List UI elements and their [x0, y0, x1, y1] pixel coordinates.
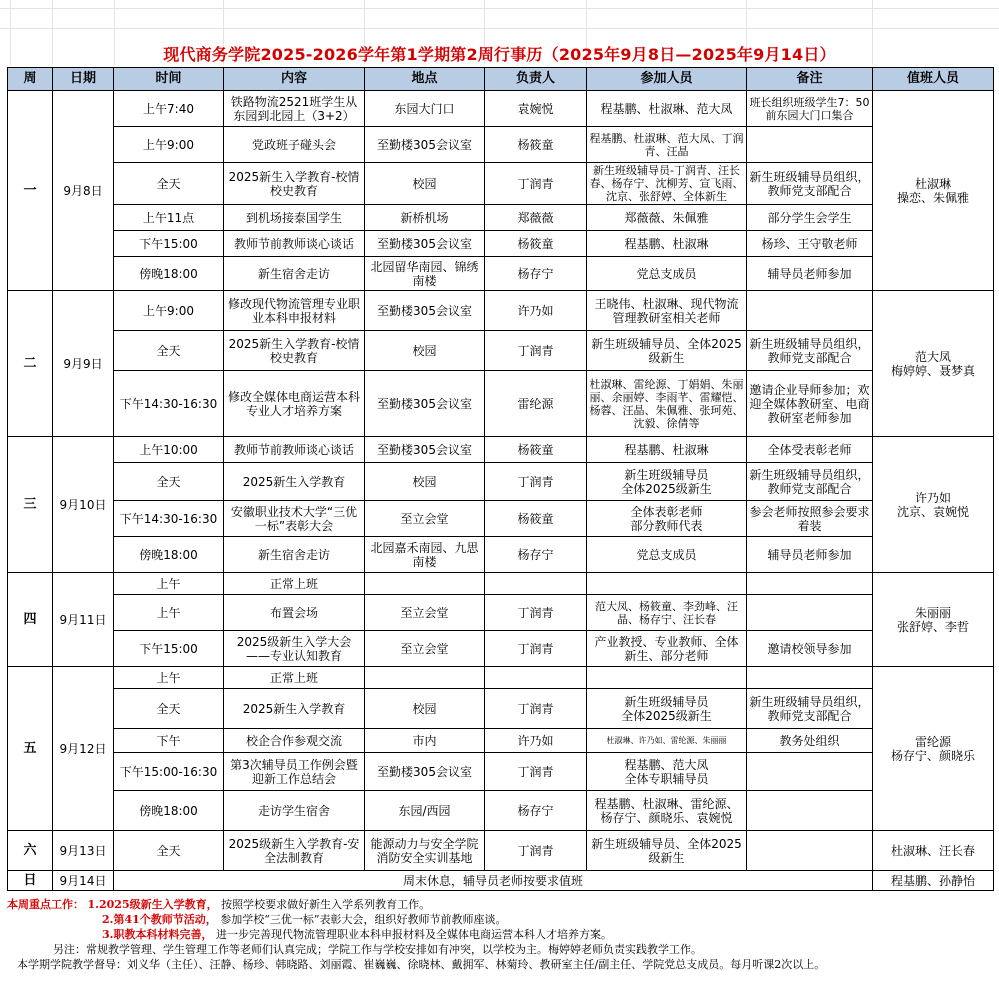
location-cell: 至勤楼305会议室 [365, 753, 485, 791]
key-work-line-1 [7, 897, 993, 912]
notes-cell: 班长组织班级学生7：50前东园大门口集合 [747, 91, 873, 127]
table-row [8, 729, 994, 753]
owner-cell [485, 667, 587, 689]
header-cell: 日期 [53, 68, 114, 91]
time-cell: 全天 [114, 463, 224, 501]
owner-cell: 丁润青 [485, 689, 587, 729]
key-work-line-2 [7, 912, 993, 927]
owner-cell: 丁润青 [485, 831, 587, 871]
location-cell [365, 667, 485, 689]
participants-cell: 新生班级辅导员-丁润青、汪长春、杨存宁、沈柳芳、宣飞雨、沈京、张舒婷、全体新生 [587, 163, 747, 205]
table-row [8, 331, 994, 371]
participants-cell: 程基鹏、杜淑琳、范大凤 [587, 91, 747, 127]
participants-cell: 郑薇薇、朱佩雅 [587, 205, 747, 231]
notes-cell [747, 291, 873, 331]
table-row [8, 831, 994, 871]
time-cell: 上午11点 [114, 205, 224, 231]
table-row [8, 595, 994, 631]
table-row [8, 631, 994, 667]
location-cell: 校园 [365, 331, 485, 371]
notes-cell: 全体受表彰老师 [747, 437, 873, 463]
time-cell: 上午7:40 [114, 91, 224, 127]
time-cell: 上午 [114, 595, 224, 631]
participants-cell: 新生班级辅导员、全体2025级新生 [587, 331, 747, 371]
time-cell: 下午14:30-16:30 [114, 501, 224, 537]
time-cell: 全天 [114, 163, 224, 205]
participants-cell: 程基鹏、范大凤 全体专职辅导员 [587, 753, 747, 791]
notes-cell: 参会老师按照参会要求着装 [747, 501, 873, 537]
schedule-table [7, 67, 994, 891]
weekday-cell: 五 [8, 667, 53, 831]
location-cell: 至勤楼305会议室 [365, 371, 485, 437]
content-cell: 2025级新生入学大会——专业认知教育 [224, 631, 365, 667]
content-cell: 安徽职业技术大学“三优一标”表彰大会 [224, 501, 365, 537]
duty-cell: 雷纶源 杨存宁、颜晓乐 [873, 667, 994, 831]
header-cell: 值班人员 [873, 68, 994, 91]
table-row [8, 753, 994, 791]
table-row [8, 257, 994, 291]
weekday-cell: 四 [8, 573, 53, 667]
table-row [8, 871, 994, 891]
other-note: 另注：常规教学管理、学生管理工作等老师们认真完成；学院工作与学校安排如有冲突，以学校为主。梅婷婷老师负责实践教学工作。 [53, 943, 702, 956]
notes-cell: 新生班级辅导员组织，教师党支部配合 [747, 163, 873, 205]
notes-cell [747, 595, 873, 631]
owner-cell: 袁婉悦 [485, 91, 587, 127]
duty-cell: 程基鹏、孙静怡 [873, 871, 994, 891]
content-cell: 正常上班 [224, 667, 365, 689]
content-cell: 教师节前教师谈心谈话 [224, 437, 365, 463]
location-cell: 校园 [365, 463, 485, 501]
location-cell: 新桥机场 [365, 205, 485, 231]
page-title: 现代商务学院2025-2026学年第1学期第2周行事历（2025年9月8日—2025年9月14日） [163, 45, 836, 64]
time-cell: 下午15:00-16:30 [114, 753, 224, 791]
time-cell: 全天 [114, 831, 224, 871]
location-cell: 至勤楼305会议室 [365, 291, 485, 331]
notes-cell [747, 667, 873, 689]
table-row [8, 537, 994, 573]
key-work-2-title: 2.第41个教师节活动， [102, 913, 217, 926]
weekday-cell: 一 [8, 91, 53, 291]
owner-cell: 丁润青 [485, 331, 587, 371]
date-cell: 9月11日 [53, 573, 114, 667]
notes-cell [747, 791, 873, 831]
participants-cell: 党总支成员 [587, 257, 747, 291]
duty-cell: 许乃如 沈京、袁婉悦 [873, 437, 994, 573]
location-cell: 校园 [365, 689, 485, 729]
table-row [8, 371, 994, 437]
date-cell: 9月9日 [53, 291, 114, 437]
time-cell: 下午15:00 [114, 231, 224, 257]
time-cell: 全天 [114, 331, 224, 371]
notes-cell [747, 753, 873, 791]
table-row [8, 501, 994, 537]
location-cell: 东园大门口 [365, 91, 485, 127]
content-cell: 党政班子碰头会 [224, 127, 365, 163]
notes-cell: 邀请企业导师参加；欢迎全媒体教研室、电商教研室老师参加 [747, 371, 873, 437]
header-cell: 参加人员 [587, 68, 747, 91]
time-cell: 上午9:00 [114, 127, 224, 163]
header-row [8, 68, 994, 91]
time-cell: 上午 [114, 573, 224, 595]
duty-cell: 杜淑琳、汪长春 [873, 831, 994, 871]
content-cell: 教师节前教师谈心谈话 [224, 231, 365, 257]
table-row [8, 667, 994, 689]
table-row [8, 437, 994, 463]
location-cell: 东园/西园 [365, 791, 485, 831]
location-cell: 北园嘉禾南园、九思南楼 [365, 537, 485, 573]
participants-cell: 程基鹏、杜淑琳 [587, 437, 747, 463]
time-cell: 全天 [114, 689, 224, 729]
table-row [8, 463, 994, 501]
header-cell: 时间 [114, 68, 224, 91]
time-cell: 上午9:00 [114, 291, 224, 331]
owner-cell: 郑薇薇 [485, 205, 587, 231]
notes-cell [747, 127, 873, 163]
owner-cell: 杨存宁 [485, 537, 587, 573]
table-row [8, 291, 994, 331]
location-cell: 校园 [365, 163, 485, 205]
table-row [8, 791, 994, 831]
location-cell: 能源动力与安全学院消防安全实训基地 [365, 831, 485, 871]
participants-cell: 程基鹏、杜淑琳 [587, 231, 747, 257]
time-cell: 上午 [114, 667, 224, 689]
notes-cell: 新生班级辅导员组织，教师党支部配合 [747, 463, 873, 501]
notes-cell: 部分学生会学生 [747, 205, 873, 231]
participants-cell: 杜淑琳、许乃如、雷纶源、朱丽丽 [587, 729, 747, 753]
owner-cell: 丁润青 [485, 631, 587, 667]
participants-cell: 新生班级辅导员、全体2025级新生 [587, 831, 747, 871]
content-cell: 修改全媒体电商运营本科专业人才培养方案 [224, 371, 365, 437]
participants-cell: 党总支成员 [587, 537, 747, 573]
weekday-cell: 日 [8, 871, 53, 891]
owner-cell: 丁润青 [485, 163, 587, 205]
owner-cell [485, 573, 587, 595]
header-cell: 周 [8, 68, 53, 91]
duty-cell: 范大凤 梅婷婷、聂梦真 [873, 291, 994, 437]
weekday-cell: 二 [8, 291, 53, 437]
participants-cell: 新生班级辅导员 全体2025级新生 [587, 689, 747, 729]
notes-cell: 辅导员老师参加 [747, 257, 873, 291]
date-cell: 9月8日 [53, 91, 114, 291]
content-cell: 第3次辅导员工作例会暨迎新工作总结会 [224, 753, 365, 791]
notes-cell [747, 831, 873, 871]
footer-notes [7, 897, 993, 972]
content-cell: 布置会场 [224, 595, 365, 631]
content-cell: 2025新生入学教育-校情校史教育 [224, 331, 365, 371]
location-cell: 至勤楼305会议室 [365, 127, 485, 163]
table-row [8, 91, 994, 127]
owner-cell: 许乃如 [485, 291, 587, 331]
content-cell: 正常上班 [224, 573, 365, 595]
owner-cell: 丁润青 [485, 753, 587, 791]
time-cell: 傍晚18:00 [114, 791, 224, 831]
date-cell: 9月10日 [53, 437, 114, 573]
content-cell: 校企合作参观交流 [224, 729, 365, 753]
owner-cell: 丁润青 [485, 463, 587, 501]
duty-cell: 朱丽丽 张舒婷、李哲 [873, 573, 994, 667]
content-cell: 新生宿舍走访 [224, 537, 365, 573]
notes-cell: 新生班级辅导员组织，教师党支部配合 [747, 331, 873, 371]
weekend-note-cell: 周末休息，辅导员老师按要求值班 [114, 871, 873, 891]
time-cell: 上午10:00 [114, 437, 224, 463]
header-cell: 备注 [747, 68, 873, 91]
participants-cell: 产业教授、专业教师、全体新生、部分老师 [587, 631, 747, 667]
table-row [8, 689, 994, 729]
weekday-cell: 六 [8, 831, 53, 871]
content-cell: 2025级新生入学教育-安全法制教育 [224, 831, 365, 871]
date-cell: 9月14日 [53, 871, 114, 891]
notes-cell [747, 573, 873, 595]
key-work-3-text: 进一步完善现代物流管理职业本科申报材料及全媒体电商运营本科人才培养方案。 [215, 928, 612, 941]
table-row [8, 573, 994, 595]
key-work-label: 本周重点工作： [7, 898, 84, 911]
location-cell: 至立会堂 [365, 595, 485, 631]
owner-cell: 许乃如 [485, 729, 587, 753]
location-cell: 北园留华南园、锦绣南楼 [365, 257, 485, 291]
time-cell: 下午14:30-16:30 [114, 371, 224, 437]
notes-cell: 新生班级辅导员组织，教师党支部配合 [747, 689, 873, 729]
header-cell: 内容 [224, 68, 365, 91]
location-cell [365, 573, 485, 595]
content-cell: 走访学生宿舍 [224, 791, 365, 831]
participants-cell [587, 573, 747, 595]
owner-cell: 杨存宁 [485, 791, 587, 831]
participants-cell: 新生班级辅导员 全体2025级新生 [587, 463, 747, 501]
owner-cell: 杨筱童 [485, 127, 587, 163]
date-cell: 9月12日 [53, 667, 114, 831]
owner-cell: 杨筱童 [485, 437, 587, 463]
table-row [8, 163, 994, 205]
key-work-line-3 [7, 927, 993, 942]
participants-cell: 程基鹏、杜淑琳、范大凤、丁润青、汪晶 [587, 127, 747, 163]
table-row [8, 127, 994, 163]
date-cell: 9月13日 [53, 831, 114, 871]
location-cell: 至勤楼305会议室 [365, 231, 485, 257]
notes-cell: 邀请校领导参加 [747, 631, 873, 667]
notes-cell: 辅导员老师参加 [747, 537, 873, 573]
time-cell: 傍晚18:00 [114, 257, 224, 291]
owner-cell: 丁润青 [485, 595, 587, 631]
location-cell: 至勤楼305会议室 [365, 437, 485, 463]
time-cell: 下午 [114, 729, 224, 753]
key-work-2-text: 参加学校“三优一标”表彰大会，组织好教师节前教师座谈。 [220, 913, 507, 926]
owner-cell: 杨筱童 [485, 231, 587, 257]
content-cell: 铁路物流2521班学生从东园到北园上（3+2） [224, 91, 365, 127]
content-cell: 到机场接泰国学生 [224, 205, 365, 231]
location-cell: 市内 [365, 729, 485, 753]
supervisors-note: 本学期学院教学督导：刘义华（主任）、汪静、杨珍、韩晓路、刘丽霞、崔巍巍、徐晓林、戴拥军、林菊玲、教研室主任/副主任、学院党总支成员。每月听课2次以上。 [17, 958, 826, 971]
duty-cell: 杜淑琳 操恋、朱佩雅 [873, 91, 994, 291]
weekday-cell: 三 [8, 437, 53, 573]
owner-cell: 杨存宁 [485, 257, 587, 291]
content-cell: 修改现代物流管理专业职业本科申报材料 [224, 291, 365, 331]
owner-cell: 雷纶源 [485, 371, 587, 437]
key-work-1-title: 1.2025级新生入学教育， [87, 898, 218, 911]
participants-cell [587, 667, 747, 689]
time-cell: 傍晚18:00 [114, 537, 224, 573]
location-cell: 至立会堂 [365, 631, 485, 667]
time-cell: 下午15:00 [114, 631, 224, 667]
key-work-3-title: 3.职教本科材料完善， [102, 928, 213, 941]
content-cell: 2025新生入学教育 [224, 689, 365, 729]
owner-cell: 杨筱童 [485, 501, 587, 537]
table-row [8, 205, 994, 231]
header-cell: 负责人 [485, 68, 587, 91]
location-cell: 至立会堂 [365, 501, 485, 537]
participants-cell: 王晓伟、杜淑琳、现代物流管理教研室相关老师 [587, 291, 747, 331]
header-cell: 地点 [365, 68, 485, 91]
participants-cell: 杜淑琳、雷纶源、丁娟娟、朱丽丽、余丽婷、李雨芊、雷耀恺、杨蓉、汪晶、朱佩雅、张珂苑、沈毅、徐倩等 [587, 371, 747, 437]
notes-cell: 杨珍、王守敬老师 [747, 231, 873, 257]
content-cell: 2025新生入学教育-校情校史教育 [224, 163, 365, 205]
key-work-1-text: 按照学校要求做好新生入学系列教育工作。 [221, 898, 431, 911]
participants-cell: 范大凤、杨筱童、李劲峰、汪晶、杨存宁、汪长春 [587, 595, 747, 631]
participants-cell: 全体表彰老师 部分教师代表 [587, 501, 747, 537]
table-row [8, 231, 994, 257]
content-cell: 新生宿舍走访 [224, 257, 365, 291]
participants-cell: 程基鹏、杜淑琳、雷纶源、杨存宁、颜晓乐、袁婉悦 [587, 791, 747, 831]
notes-cell: 教务处组织 [747, 729, 873, 753]
content-cell: 2025新生入学教育 [224, 463, 365, 501]
